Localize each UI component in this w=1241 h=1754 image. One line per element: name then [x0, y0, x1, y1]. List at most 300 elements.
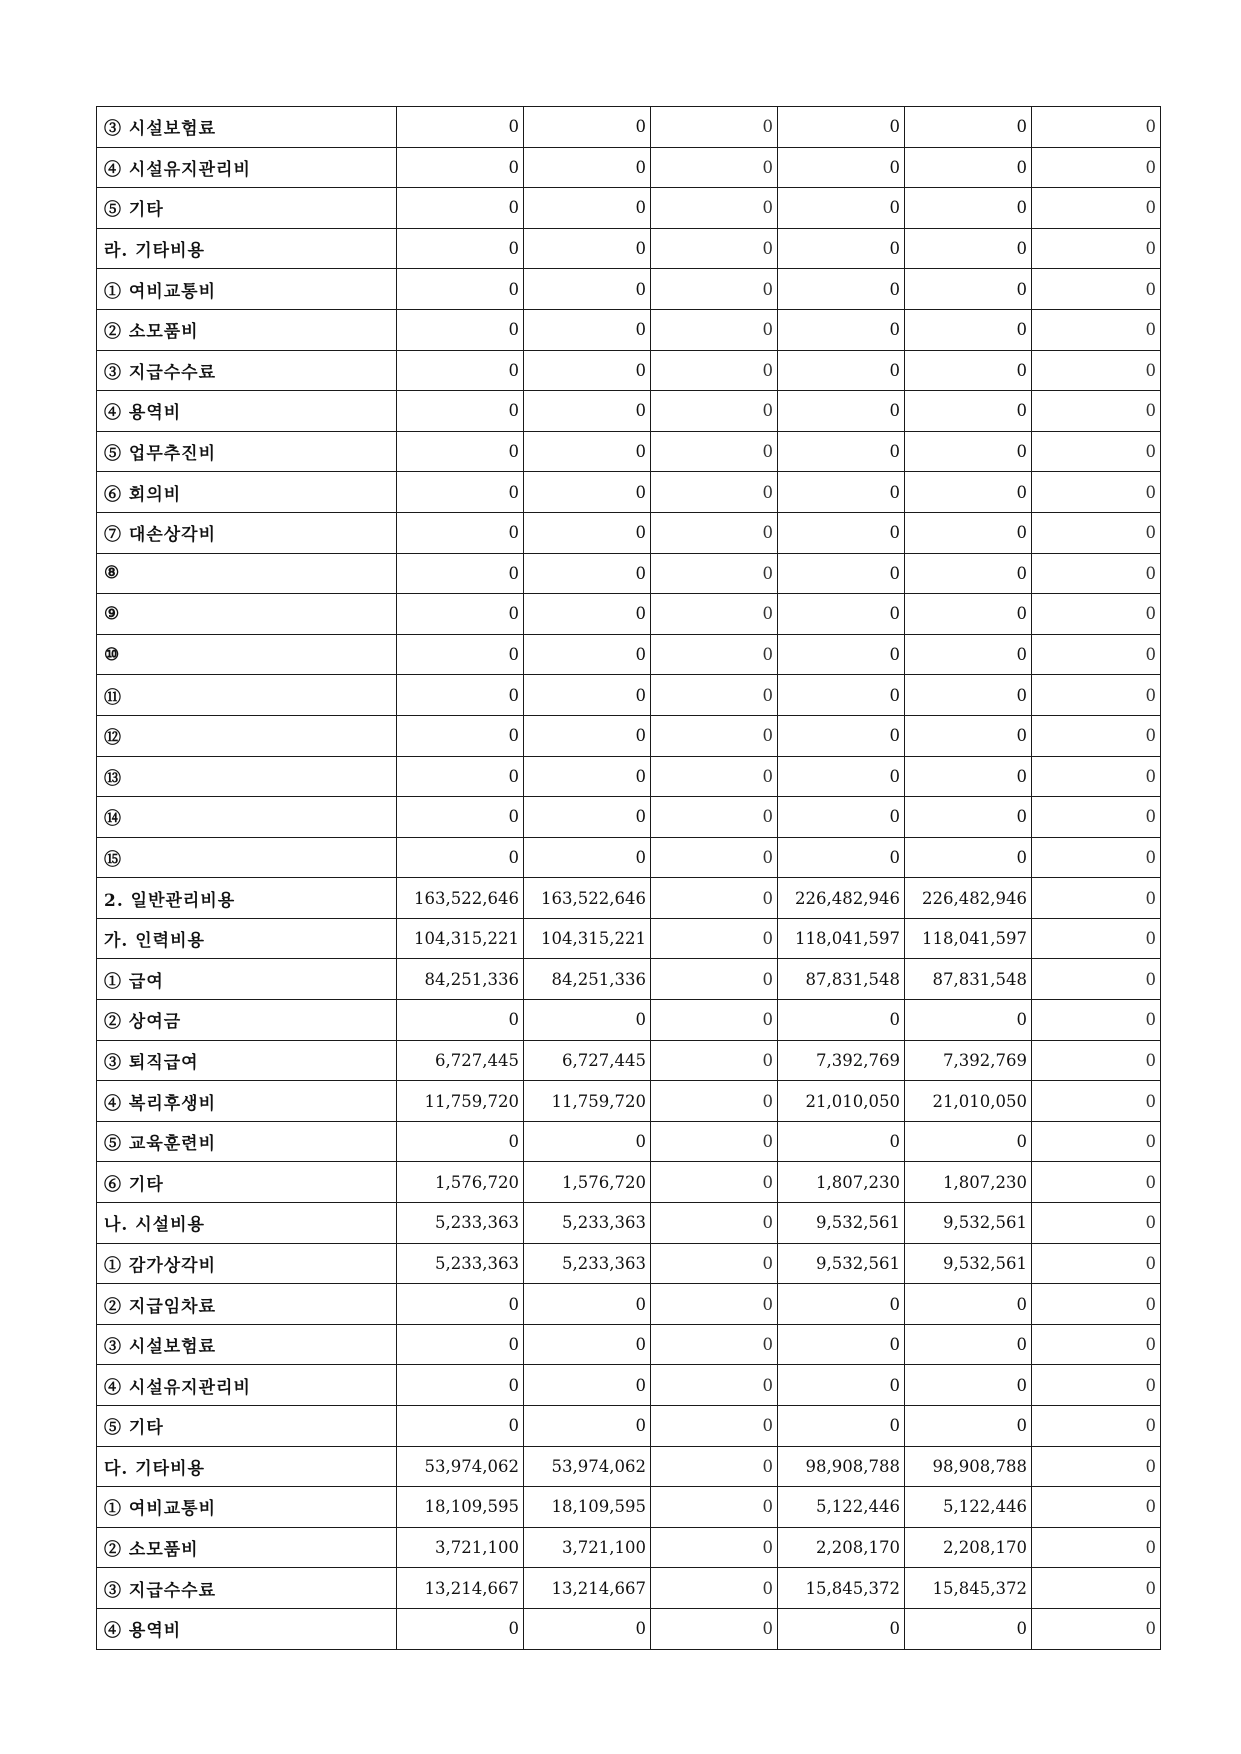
- amount-cell: 0: [1032, 431, 1161, 472]
- amount-cell: 0: [524, 472, 651, 513]
- amount-cell: 226,482,946: [778, 878, 905, 919]
- amount-cell: 0: [778, 269, 905, 310]
- amount-cell: 0: [651, 553, 778, 594]
- amount-cell: 0: [778, 512, 905, 553]
- amount-cell: 5,233,363: [397, 1243, 524, 1284]
- table-row: [97, 1203, 1161, 1244]
- amount-cell: 0: [651, 797, 778, 838]
- amount-cell: 2,208,170: [905, 1527, 1032, 1568]
- row-label: ③ 지급수수료: [97, 1568, 397, 1609]
- amount-cell: 0: [1032, 1324, 1161, 1365]
- table-row: [97, 1162, 1161, 1203]
- table-row: [97, 1000, 1161, 1041]
- table-row: [97, 472, 1161, 513]
- amount-cell: 13,214,667: [397, 1568, 524, 1609]
- row-label: ⑦ 대손상각비: [97, 512, 397, 553]
- amount-cell: 0: [778, 1121, 905, 1162]
- amount-cell: 0: [778, 1000, 905, 1041]
- amount-cell: 0: [651, 1081, 778, 1122]
- amount-cell: 118,041,597: [905, 918, 1032, 959]
- amount-cell: 0: [1032, 715, 1161, 756]
- amount-cell: 0: [778, 675, 905, 716]
- expense-table: [96, 106, 1161, 1650]
- amount-cell: 0: [524, 1406, 651, 1447]
- amount-cell: 0: [1032, 918, 1161, 959]
- amount-cell: 0: [1032, 1040, 1161, 1081]
- amount-cell: 0: [524, 350, 651, 391]
- amount-cell: 0: [778, 107, 905, 148]
- table-row: [97, 553, 1161, 594]
- amount-cell: 0: [524, 1608, 651, 1649]
- amount-cell: 0: [524, 431, 651, 472]
- amount-cell: 0: [651, 472, 778, 513]
- table-row: [97, 675, 1161, 716]
- amount-cell: 0: [397, 1608, 524, 1649]
- amount-cell: 0: [1032, 188, 1161, 229]
- amount-cell: 0: [778, 594, 905, 635]
- table-row: [97, 1121, 1161, 1162]
- table-row: [97, 512, 1161, 553]
- amount-cell: 0: [651, 1527, 778, 1568]
- table-row: [97, 1324, 1161, 1365]
- amount-cell: 0: [524, 269, 651, 310]
- amount-cell: 0: [651, 959, 778, 1000]
- row-label: ④ 복리후생비: [97, 1081, 397, 1122]
- amount-cell: 0: [651, 594, 778, 635]
- amount-cell: 0: [651, 1365, 778, 1406]
- amount-cell: 0: [524, 837, 651, 878]
- amount-cell: 0: [905, 553, 1032, 594]
- table-row: [97, 1365, 1161, 1406]
- table-row: [97, 391, 1161, 432]
- table-row: [97, 959, 1161, 1000]
- amount-cell: 0: [524, 1121, 651, 1162]
- amount-cell: 15,845,372: [905, 1568, 1032, 1609]
- table-row: [97, 1081, 1161, 1122]
- row-label: ① 여비교통비: [97, 1487, 397, 1528]
- amount-cell: 0: [905, 756, 1032, 797]
- amount-cell: 0: [524, 512, 651, 553]
- amount-cell: 0: [651, 918, 778, 959]
- row-label: ② 소모품비: [97, 309, 397, 350]
- table-row: [97, 147, 1161, 188]
- table-row: [97, 1568, 1161, 1609]
- amount-cell: 0: [1032, 350, 1161, 391]
- amount-cell: 0: [651, 269, 778, 310]
- amount-cell: 0: [651, 188, 778, 229]
- amount-cell: 0: [778, 391, 905, 432]
- amount-cell: 0: [397, 797, 524, 838]
- amount-cell: 84,251,336: [524, 959, 651, 1000]
- amount-cell: 1,807,230: [778, 1162, 905, 1203]
- row-label: 나. 시설비용: [97, 1203, 397, 1244]
- amount-cell: 0: [1032, 1446, 1161, 1487]
- amount-cell: 0: [1032, 391, 1161, 432]
- amount-cell: 0: [1032, 472, 1161, 513]
- amount-cell: 0: [905, 512, 1032, 553]
- row-label: ⑥ 회의비: [97, 472, 397, 513]
- amount-cell: 0: [905, 675, 1032, 716]
- amount-cell: 0: [397, 472, 524, 513]
- row-label: ③ 시설보험료: [97, 107, 397, 148]
- amount-cell: 5,233,363: [524, 1203, 651, 1244]
- amount-cell: 0: [651, 1608, 778, 1649]
- row-label: ⑪: [97, 675, 397, 716]
- amount-cell: 18,109,595: [397, 1487, 524, 1528]
- amount-cell: 0: [905, 107, 1032, 148]
- amount-cell: 1,576,720: [397, 1162, 524, 1203]
- amount-cell: 0: [1032, 1608, 1161, 1649]
- amount-cell: 0: [397, 756, 524, 797]
- amount-cell: 0: [778, 147, 905, 188]
- row-label: ⑤ 기타: [97, 1406, 397, 1447]
- amount-cell: 0: [1032, 1162, 1161, 1203]
- amount-cell: 21,010,050: [905, 1081, 1032, 1122]
- amount-cell: 9,532,561: [778, 1203, 905, 1244]
- amount-cell: 0: [397, 837, 524, 878]
- amount-cell: 0: [1032, 228, 1161, 269]
- amount-cell: 0: [1032, 1568, 1161, 1609]
- amount-cell: 0: [1032, 1365, 1161, 1406]
- row-label: ⑥ 기타: [97, 1162, 397, 1203]
- amount-cell: 0: [397, 1000, 524, 1041]
- amount-cell: 0: [397, 1121, 524, 1162]
- amount-cell: 6,727,445: [524, 1040, 651, 1081]
- amount-cell: 0: [397, 188, 524, 229]
- amount-cell: 0: [524, 1000, 651, 1041]
- amount-cell: 0: [651, 431, 778, 472]
- amount-cell: 18,109,595: [524, 1487, 651, 1528]
- amount-cell: 0: [1032, 1406, 1161, 1447]
- amount-cell: 0: [397, 228, 524, 269]
- amount-cell: 0: [1032, 147, 1161, 188]
- amount-cell: 9,532,561: [905, 1243, 1032, 1284]
- amount-cell: 0: [397, 715, 524, 756]
- row-label: ⑩: [97, 634, 397, 675]
- amount-cell: 0: [905, 228, 1032, 269]
- amount-cell: 163,522,646: [397, 878, 524, 919]
- amount-cell: 0: [397, 431, 524, 472]
- row-label: ⑤ 기타: [97, 188, 397, 229]
- table-row: [97, 1608, 1161, 1649]
- row-label: 다. 기타비용: [97, 1446, 397, 1487]
- amount-cell: 0: [397, 309, 524, 350]
- amount-cell: 98,908,788: [778, 1446, 905, 1487]
- amount-cell: 7,392,769: [905, 1040, 1032, 1081]
- amount-cell: 87,831,548: [778, 959, 905, 1000]
- amount-cell: 0: [905, 147, 1032, 188]
- amount-cell: 7,392,769: [778, 1040, 905, 1081]
- amount-cell: 0: [397, 1284, 524, 1325]
- amount-cell: 9,532,561: [778, 1243, 905, 1284]
- amount-cell: 0: [1032, 959, 1161, 1000]
- amount-cell: 0: [524, 1284, 651, 1325]
- amount-cell: 226,482,946: [905, 878, 1032, 919]
- table-row: [97, 1527, 1161, 1568]
- table-row: [97, 918, 1161, 959]
- amount-cell: 0: [905, 1284, 1032, 1325]
- table-row: [97, 107, 1161, 148]
- amount-cell: 0: [651, 878, 778, 919]
- amount-cell: 104,315,221: [524, 918, 651, 959]
- amount-cell: 0: [1032, 797, 1161, 838]
- amount-cell: 0: [651, 1040, 778, 1081]
- amount-cell: 0: [524, 634, 651, 675]
- expense-table-body: [97, 107, 1161, 1650]
- amount-cell: 0: [905, 634, 1032, 675]
- row-label: 가. 인력비용: [97, 918, 397, 959]
- table-row: [97, 269, 1161, 310]
- amount-cell: 11,759,720: [397, 1081, 524, 1122]
- amount-cell: 0: [397, 1365, 524, 1406]
- amount-cell: 0: [397, 512, 524, 553]
- amount-cell: 0: [524, 756, 651, 797]
- amount-cell: 5,233,363: [524, 1243, 651, 1284]
- amount-cell: 0: [905, 391, 1032, 432]
- amount-cell: 0: [905, 309, 1032, 350]
- amount-cell: 0: [397, 1406, 524, 1447]
- amount-cell: 53,974,062: [397, 1446, 524, 1487]
- amount-cell: 0: [651, 1284, 778, 1325]
- amount-cell: 0: [397, 269, 524, 310]
- amount-cell: 0: [778, 1406, 905, 1447]
- row-label: ⑬: [97, 756, 397, 797]
- row-label: ② 소모품비: [97, 1527, 397, 1568]
- amount-cell: 2,208,170: [778, 1527, 905, 1568]
- amount-cell: 0: [524, 1324, 651, 1365]
- amount-cell: 5,122,446: [905, 1487, 1032, 1528]
- amount-cell: 0: [651, 1162, 778, 1203]
- table-row: [97, 837, 1161, 878]
- amount-cell: 0: [905, 1000, 1032, 1041]
- amount-cell: 0: [778, 350, 905, 391]
- row-label: ① 여비교통비: [97, 269, 397, 310]
- amount-cell: 0: [397, 594, 524, 635]
- amount-cell: 0: [651, 1324, 778, 1365]
- amount-cell: 0: [524, 675, 651, 716]
- amount-cell: 0: [524, 188, 651, 229]
- table-row: [97, 309, 1161, 350]
- amount-cell: 0: [651, 1406, 778, 1447]
- amount-cell: 0: [524, 594, 651, 635]
- table-row: [97, 1243, 1161, 1284]
- amount-cell: 0: [905, 797, 1032, 838]
- amount-cell: 0: [1032, 1243, 1161, 1284]
- amount-cell: 0: [1032, 107, 1161, 148]
- table-row: [97, 715, 1161, 756]
- amount-cell: 0: [1032, 634, 1161, 675]
- amount-cell: 0: [905, 837, 1032, 878]
- row-label: ③ 퇴직급여: [97, 1040, 397, 1081]
- amount-cell: 0: [905, 715, 1032, 756]
- row-label: ⑤ 교육훈련비: [97, 1121, 397, 1162]
- amount-cell: 0: [778, 1608, 905, 1649]
- amount-cell: 87,831,548: [905, 959, 1032, 1000]
- amount-cell: 5,122,446: [778, 1487, 905, 1528]
- amount-cell: 13,214,667: [524, 1568, 651, 1609]
- amount-cell: 0: [651, 1243, 778, 1284]
- amount-cell: 0: [524, 715, 651, 756]
- amount-cell: 0: [905, 350, 1032, 391]
- amount-cell: 0: [1032, 1487, 1161, 1528]
- row-label: ④ 시설유지관리비: [97, 1365, 397, 1406]
- table-row: [97, 228, 1161, 269]
- amount-cell: 0: [1032, 1203, 1161, 1244]
- amount-cell: 53,974,062: [524, 1446, 651, 1487]
- row-label: ① 감가상각비: [97, 1243, 397, 1284]
- amount-cell: 0: [651, 512, 778, 553]
- amount-cell: 0: [651, 1487, 778, 1528]
- amount-cell: 0: [651, 107, 778, 148]
- amount-cell: 0: [397, 107, 524, 148]
- amount-cell: 0: [778, 472, 905, 513]
- row-label: ⑤ 업무추진비: [97, 431, 397, 472]
- row-label: ⑨: [97, 594, 397, 635]
- row-label: ⑫: [97, 715, 397, 756]
- amount-cell: 9,532,561: [905, 1203, 1032, 1244]
- amount-cell: 0: [778, 309, 905, 350]
- amount-cell: 104,315,221: [397, 918, 524, 959]
- amount-cell: 0: [905, 1365, 1032, 1406]
- amount-cell: 163,522,646: [524, 878, 651, 919]
- amount-cell: 0: [397, 350, 524, 391]
- amount-cell: 21,010,050: [778, 1081, 905, 1122]
- amount-cell: 0: [651, 391, 778, 432]
- amount-cell: 1,576,720: [524, 1162, 651, 1203]
- amount-cell: 0: [397, 634, 524, 675]
- amount-cell: 0: [778, 553, 905, 594]
- amount-cell: 0: [1032, 675, 1161, 716]
- amount-cell: 0: [397, 1324, 524, 1365]
- table-row: [97, 350, 1161, 391]
- row-label: ③ 시설보험료: [97, 1324, 397, 1365]
- amount-cell: 0: [524, 797, 651, 838]
- amount-cell: 0: [651, 1121, 778, 1162]
- amount-cell: 0: [1032, 1000, 1161, 1041]
- row-label: ④ 용역비: [97, 1608, 397, 1649]
- amount-cell: 6,727,445: [397, 1040, 524, 1081]
- amount-cell: 5,233,363: [397, 1203, 524, 1244]
- table-row: [97, 1487, 1161, 1528]
- amount-cell: 1,807,230: [905, 1162, 1032, 1203]
- row-label: ② 상여금: [97, 1000, 397, 1041]
- amount-cell: 0: [1032, 1527, 1161, 1568]
- amount-cell: 0: [524, 147, 651, 188]
- amount-cell: 0: [397, 553, 524, 594]
- amount-cell: 0: [905, 1406, 1032, 1447]
- row-label: 라. 기타비용: [97, 228, 397, 269]
- amount-cell: 0: [524, 309, 651, 350]
- amount-cell: 0: [651, 675, 778, 716]
- table-row: [97, 1040, 1161, 1081]
- table-row: [97, 1284, 1161, 1325]
- amount-cell: 0: [778, 756, 905, 797]
- amount-cell: 0: [778, 837, 905, 878]
- amount-cell: 0: [905, 472, 1032, 513]
- amount-cell: 0: [524, 391, 651, 432]
- amount-cell: 0: [1032, 756, 1161, 797]
- amount-cell: 0: [778, 431, 905, 472]
- table-row: [97, 878, 1161, 919]
- amount-cell: 0: [778, 228, 905, 269]
- amount-cell: 11,759,720: [524, 1081, 651, 1122]
- amount-cell: 0: [1032, 512, 1161, 553]
- table-row: [97, 594, 1161, 635]
- amount-cell: 0: [524, 107, 651, 148]
- row-label: ① 급여: [97, 959, 397, 1000]
- amount-cell: 0: [1032, 269, 1161, 310]
- amount-cell: 0: [397, 391, 524, 432]
- amount-cell: 0: [651, 1000, 778, 1041]
- row-label: ⑭: [97, 797, 397, 838]
- amount-cell: 3,721,100: [524, 1527, 651, 1568]
- amount-cell: 0: [524, 1365, 651, 1406]
- amount-cell: 0: [651, 1568, 778, 1609]
- table-row: [97, 1446, 1161, 1487]
- row-label: ④ 시설유지관리비: [97, 147, 397, 188]
- amount-cell: 98,908,788: [905, 1446, 1032, 1487]
- amount-cell: 0: [1032, 878, 1161, 919]
- amount-cell: 0: [397, 147, 524, 188]
- amount-cell: 0: [524, 553, 651, 594]
- amount-cell: 0: [1032, 594, 1161, 635]
- amount-cell: 0: [778, 634, 905, 675]
- amount-cell: 0: [1032, 1121, 1161, 1162]
- table-row: [97, 1406, 1161, 1447]
- amount-cell: 0: [905, 188, 1032, 229]
- amount-cell: 118,041,597: [778, 918, 905, 959]
- amount-cell: 0: [524, 228, 651, 269]
- table-row: [97, 756, 1161, 797]
- amount-cell: 0: [905, 1608, 1032, 1649]
- amount-cell: 0: [651, 350, 778, 391]
- table-row: [97, 634, 1161, 675]
- amount-cell: 0: [651, 837, 778, 878]
- table-row: [97, 188, 1161, 229]
- amount-cell: 0: [651, 1446, 778, 1487]
- amount-cell: 0: [651, 756, 778, 797]
- amount-cell: 0: [397, 675, 524, 716]
- amount-cell: 0: [651, 1203, 778, 1244]
- amount-cell: 0: [651, 634, 778, 675]
- amount-cell: 0: [1032, 309, 1161, 350]
- amount-cell: 84,251,336: [397, 959, 524, 1000]
- amount-cell: 0: [905, 1324, 1032, 1365]
- amount-cell: 0: [905, 269, 1032, 310]
- amount-cell: 15,845,372: [778, 1568, 905, 1609]
- amount-cell: 0: [1032, 1081, 1161, 1122]
- amount-cell: 0: [778, 797, 905, 838]
- amount-cell: 0: [651, 147, 778, 188]
- amount-cell: 0: [778, 1324, 905, 1365]
- amount-cell: 0: [905, 1121, 1032, 1162]
- amount-cell: 0: [651, 228, 778, 269]
- table-row: [97, 431, 1161, 472]
- amount-cell: 0: [778, 188, 905, 229]
- amount-cell: 3,721,100: [397, 1527, 524, 1568]
- row-label: ④ 용역비: [97, 391, 397, 432]
- amount-cell: 0: [651, 309, 778, 350]
- amount-cell: 0: [1032, 1284, 1161, 1325]
- amount-cell: 0: [778, 715, 905, 756]
- amount-cell: 0: [905, 431, 1032, 472]
- row-label: ② 지급임차료: [97, 1284, 397, 1325]
- amount-cell: 0: [778, 1365, 905, 1406]
- table-row: [97, 797, 1161, 838]
- amount-cell: 0: [778, 1284, 905, 1325]
- amount-cell: 0: [1032, 553, 1161, 594]
- row-label: ⑧: [97, 553, 397, 594]
